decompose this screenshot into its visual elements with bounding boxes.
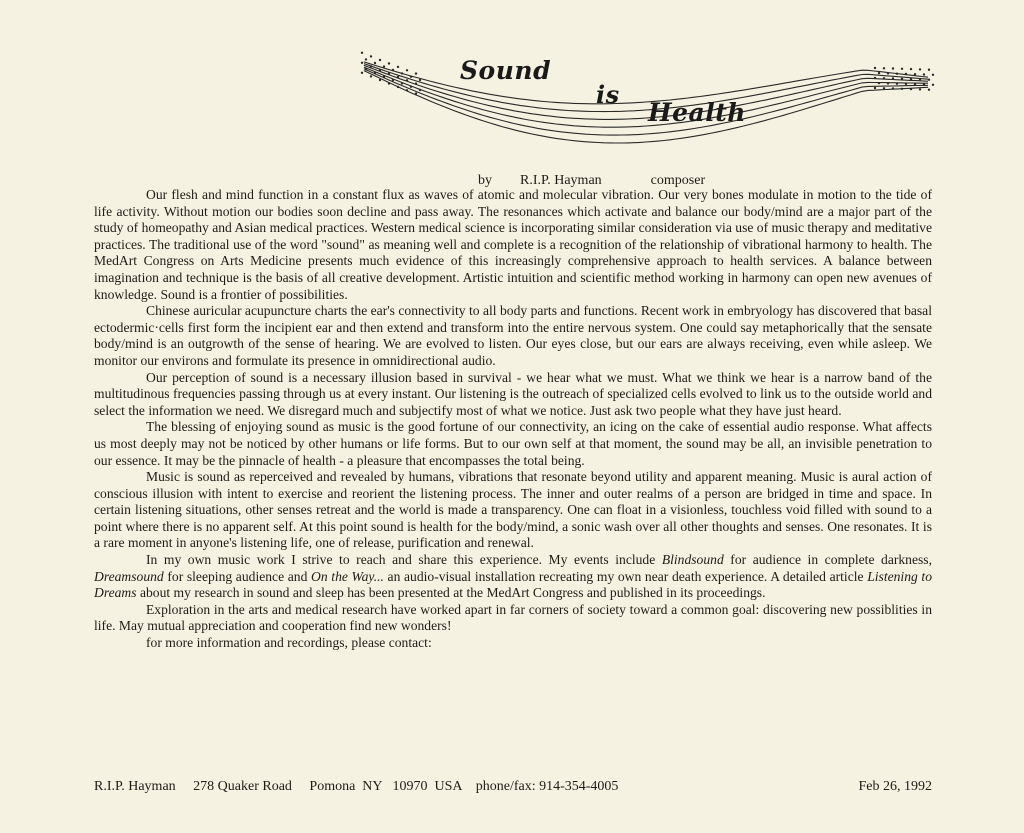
dot	[901, 78, 903, 80]
dot	[928, 79, 930, 81]
dot	[397, 66, 399, 68]
dot	[901, 88, 903, 90]
dot	[361, 72, 363, 74]
footer	[94, 778, 932, 796]
dot	[914, 73, 916, 75]
dot	[388, 72, 390, 74]
dot	[401, 82, 403, 84]
p6-text-d: an audio-visual installation recreating my own near death experience. A detailed article	[383, 568, 868, 584]
dot	[905, 73, 907, 75]
work-title-on-the-way: On the Way...	[311, 568, 384, 584]
p6-text-e: about my research in sound and sleep has been presented at the MedArt Congress and published in its proceedings.	[136, 585, 766, 601]
paragraph-1: Our flesh and mind function in a constant flux as waves of atomic and molecular vibration. Our very bones modulate in motion to the tide of life activity. Without motion our bodies soon decline and pass away. The resonances which activate and balance our body/mind are a major part of the study of homeopathy and Asian medical practices. Western medical science is incorporating similar consideration via use of music therapy and meditative practices. The traditional use of the word "sound" as meaning well and complete is a recognition of the relationship of vibrational harmony to health. The MedArt Congress on Arts Medicine presents much evidence of this increasingly comprehensive approach to health services. A balance between imagination and technique is the basis of all creative development. Artistic intuition and scientific method working in harmony can open new avenues of knowledge. Sound is a frontier of possibilities.	[94, 187, 932, 302]
dot	[919, 88, 921, 90]
p6-text-a: In my own music work I strive to reach and share this experience. My events include	[146, 552, 662, 568]
article-body	[94, 187, 932, 652]
dot	[392, 79, 394, 81]
dot	[932, 84, 934, 86]
dot	[361, 52, 363, 54]
dot	[878, 72, 880, 74]
dot	[370, 75, 372, 77]
paragraph-3: Our perception of sound is a necessary illusion based in survival - we hear what we must. What we think we hear is a narrow band of the multitudinous frequencies passing through us at every instant. Our listening is the outreach of specialized cells evolved to link us to the outside world and select the information we need. We disregard much and subjectify most of what we notice. Just ask two people what they have just heard.	[94, 369, 932, 418]
dot	[397, 76, 399, 78]
paragraph-6	[94, 552, 932, 602]
dot	[379, 69, 381, 71]
dot	[910, 78, 912, 80]
paragraph-2: Chinese auricular acupuncture charts the ear's connectivity to all body parts and functions. Recent work in embryology has discovered that basal ectodermic·cells first form the incipient ear and then extend and transform into the entire nervous system. One could say metaphorically that the sensate body/mind is an outgrowth of the sense of hearing. We are evolved to listen. Our eyes close, but our ears are always receiving, even while asleep. We monitor our environs and formulate its presence in omnidirectional audio.	[94, 303, 932, 368]
title-word-is: is	[596, 80, 620, 109]
dot	[415, 72, 417, 74]
byline-role: composer	[650, 173, 706, 188]
dot	[401, 72, 403, 74]
dot	[374, 62, 376, 64]
dot	[923, 73, 925, 75]
dot	[901, 68, 903, 70]
dot	[919, 68, 921, 70]
dot	[410, 86, 412, 88]
dot	[923, 83, 925, 85]
byline-by: by	[478, 173, 492, 188]
title-word-health: Health	[648, 98, 746, 127]
dot	[419, 89, 421, 91]
dot	[928, 69, 930, 71]
dot	[896, 73, 898, 75]
contact-address: R.I.P. Hayman 278 Quaker Road Pomona NY 10970 USA phone/fax: 914-354-4005	[94, 779, 619, 794]
dot	[383, 75, 385, 77]
paragraph-7: Exploration in the arts and medical research have worked apart in far corners of society toward a common goal: discovering new possiblities in life. May mutual appreciation and cooperation find new wonders!	[94, 601, 932, 634]
dot	[892, 77, 894, 79]
dot	[406, 89, 408, 91]
dot	[892, 67, 894, 69]
dot	[905, 83, 907, 85]
dot	[397, 86, 399, 88]
dot	[883, 87, 885, 89]
dot	[896, 83, 898, 85]
dot	[383, 65, 385, 67]
dot	[392, 69, 394, 71]
article-title-listening-to-dreams: Listening to Dreams	[94, 568, 933, 601]
dot	[910, 68, 912, 70]
dot	[878, 82, 880, 84]
dot	[883, 67, 885, 69]
dot	[910, 88, 912, 90]
dot	[415, 92, 417, 94]
dot	[419, 79, 421, 81]
dot	[919, 78, 921, 80]
wave-row	[364, 71, 928, 143]
dot	[415, 82, 417, 84]
dot	[365, 68, 367, 70]
work-title-dreamsound: Dreamsound	[94, 568, 164, 584]
dot	[887, 82, 889, 84]
dot	[874, 87, 876, 89]
paragraph-4: The blessing of enjoying sound as music is the good fortune of our connectivity, an icing on the cake of essential audio response. What affects us most deeply may not be noticed by other humans or life forms. But to our own self at that moment, the sound may be all, an invisible penetration to our essence. It may be the pinnacle of health - a pleasure that encompasses the total being.	[94, 419, 932, 468]
byline-author: R.I.P. Hayman	[520, 173, 602, 188]
document-date: Feb 26, 1992	[858, 779, 932, 794]
dot	[365, 58, 367, 60]
dot	[410, 76, 412, 78]
dot	[370, 65, 372, 67]
contact-prompt: for more information and recordings, please contact:	[146, 635, 432, 651]
dot	[892, 87, 894, 89]
p6-text-c: for sleeping audience and	[163, 568, 312, 584]
dot	[928, 89, 930, 91]
dot	[374, 72, 376, 74]
dot	[914, 83, 916, 85]
paragraph-5: Music is sound as reperceived and revealed by humans, vibrations that resonate beyond utility and apparent meaning. Music is aural action of conscious illusion with intent to exercise and reorient the listening process. The inner and outer realms of a person are bridged in time and space. In certain listening situations, other senses retreat and the world is made a transparency. One can float in a visionless, touchless void filled with sound to a point where there is no apparent self. At this point sound is health for the body/mind, a sonic wash over all other thoughts and senses. One resonates. It is a rare moment in anyone's listening life, one of release, purification and renewal.	[94, 469, 932, 551]
dot	[370, 55, 372, 57]
dot	[361, 62, 363, 64]
dot	[406, 79, 408, 81]
dot	[406, 69, 408, 71]
title-word-sound: Sound	[460, 56, 552, 85]
dot	[932, 74, 934, 76]
dot	[887, 72, 889, 74]
dot	[388, 62, 390, 64]
dot	[874, 67, 876, 69]
dot	[379, 59, 381, 61]
dot	[379, 79, 381, 81]
dot	[874, 77, 876, 79]
work-title-blindsound: Blindsound	[661, 552, 724, 568]
dot	[883, 77, 885, 79]
dot	[388, 82, 390, 84]
p6-text-b: for audience in complete darkness,	[723, 552, 932, 568]
